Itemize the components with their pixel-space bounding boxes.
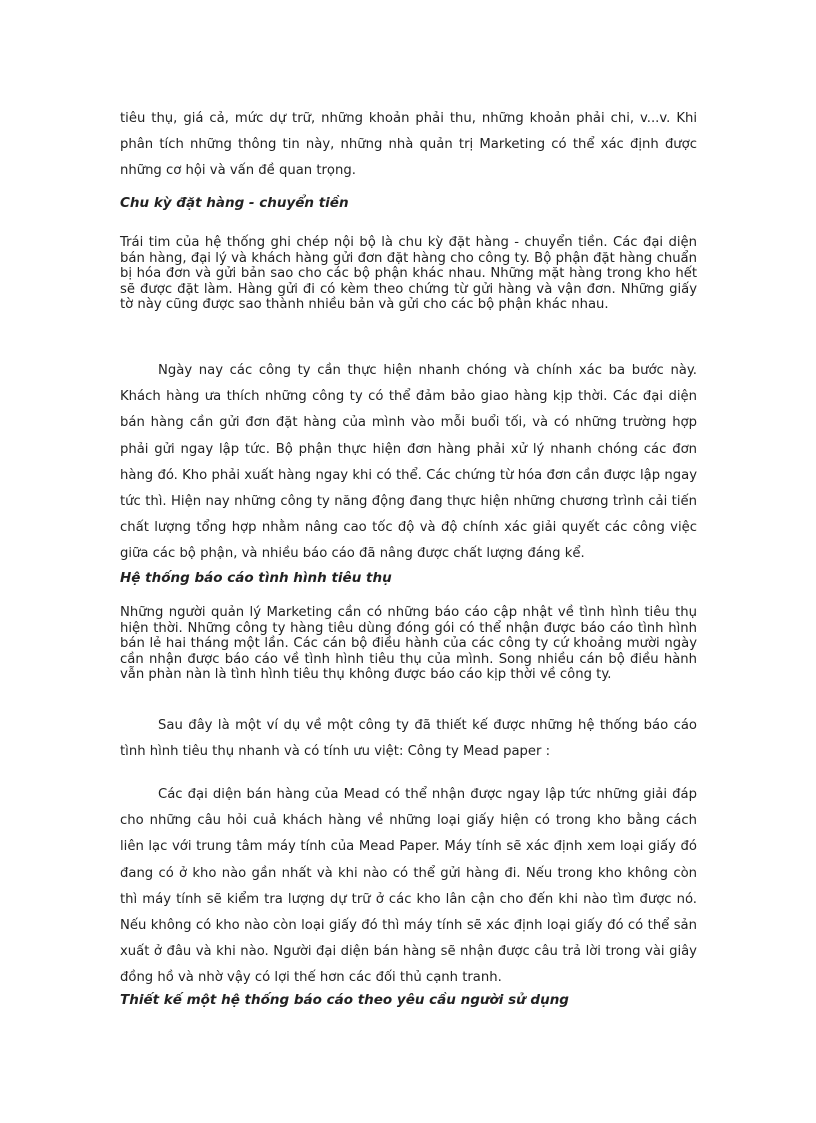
sales-report-intro-paragraph: Những người quản lý Marketing cần có những báo cáo cập nhật về tình hình tiêu thụ hiện thời. Những công ty hàng tiêu dùng đóng gói có thể nhận được báo cáo tình hình bán lẻ hai tháng một lần. Các cán bộ điều hành của các công ty cứ khoảng mười ngày cần nhận được báo cáo về tình hình tiêu thụ của mình. Song nhiều cán bộ điều hành vẫn phàn nàn là tình hình tiêu thụ không được báo cáo kịp thời về công ty. bbox=[120, 605, 697, 683]
section-heading-sales-report: Hệ thống báo cáo tình hình tiêu thụ bbox=[120, 570, 392, 586]
mead-example-intro-paragraph: Sau đây là một ví dụ về một công ty đã thiết kế được những hệ thống báo cáo tình hình tiêu thụ nhanh và có tính ưu việt: Công ty Mead paper : bbox=[120, 718, 697, 760]
mead-example-detail-paragraph: Các đại diện bán hàng của Mead có thể nhận được ngay lập tức những giải đáp cho những câu hỏi cuả khách hàng về những loại giấy hiện có trong kho bằng cách liên lạc với trung tâm máy tính của Mead Paper. Máy tính sẽ xác định xem loại giấy đó đang có ở kho nào gần nhất và khi nào có thể gửi hàng đi. Nếu trong kho không còn thì máy tính sẽ kiểm tra lượng dự trữ ở các kho lân cận cho đến khi nào tìm được nó. Nếu không có kho nào còn loại giấy đó thì máy tính sẽ xác định loại giấy đó có thể sản xuất ở đâu và khi nào. Người đại diện bán hàng sẽ nhận được câu trả lời trong vài giây đồng hồ và nhờ vậy có lợi thế hơn các đối thủ cạnh tranh. bbox=[120, 787, 697, 986]
intro-continuation-paragraph: tiêu thụ, giá cả, mức dự trữ, những khoản phải thu, những khoản phải chi, v...v. Khi phân tích những thông tin này, những nhà quản trị Marketing có thể xác định được những cơ hội và vấn đề quan trọng. bbox=[120, 111, 697, 179]
section-heading-user-oriented: Thiết kế một hệ thống báo cáo theo yêu cầu người sử dụng bbox=[120, 992, 569, 1008]
order-cycle-intro-paragraph: Trái tim của hệ thống ghi chép nội bộ là chu kỳ đặt hàng - chuyển tiền. Các đại diện bán hàng, đại lý và khách hàng gửi đơn đặt hàng cho công ty. Bộ phận đặt hàng chuẩn bị hóa đơn và gửi bản sao cho các bộ phận khác nhau. Những mặt hàng trong kho hết sẽ được đặt làm. Hàng gửi đi có kèm theo chứng từ gửi hàng và vận đơn. Những giấy tờ này cũng được sao thành nhiều bản và gửi cho các bộ phận khác nhau. bbox=[120, 235, 697, 313]
order-cycle-speed-paragraph: Ngày nay các công ty cần thực hiện nhanh chóng và chính xác ba bước này. Khách hàng ưa thích những công ty có thể đảm bảo giao hàng kịp thời. Các đại diện bán hàng cần gửi đơn đặt hàng của mình vào mỗi buổi tối, và có những trường hợp phải gửi ngay lập tức. Bộ phận thực hiện đơn hàng phải xử lý nhanh chóng các đơn hàng đó. Kho phải xuất hàng ngay khi có thể. Các chứng từ hóa đơn cần được lập ngay tức thì. Hiện nay những công ty năng động đang thực hiện những chương trình cải tiến chất lượng tổng hợp nhằm nâng cao tốc độ và độ chính xác giải quyết các công việc giữa các bộ phận, và nhiều báo cáo đã nâng được chất lượng đáng kể. bbox=[120, 363, 697, 562]
section-heading-order-cycle: Chu kỳ đặt hàng - chuyển tiền bbox=[120, 195, 349, 211]
